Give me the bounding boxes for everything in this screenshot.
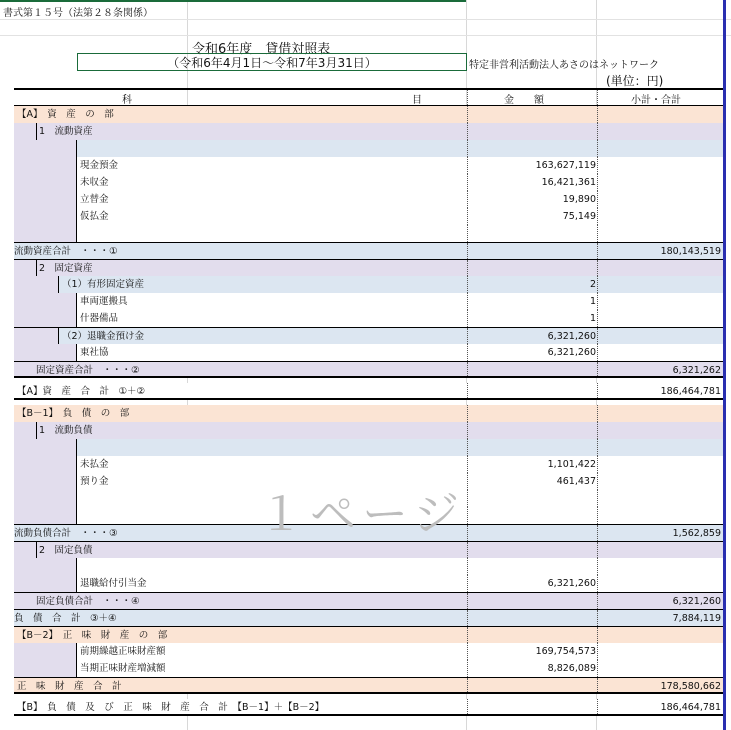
row-label[interactable]: 退職給付引当金: [80, 578, 147, 589]
table-row: [14, 626, 723, 643]
table-row: [14, 140, 723, 157]
row-label[interactable]: 流動資産合計 ・・・①: [14, 246, 118, 257]
row-label[interactable]: 当期正味財産増減額: [80, 663, 166, 674]
table-row: [14, 225, 723, 242]
row-amount[interactable]: [468, 490, 598, 507]
row-amount[interactable]: [468, 542, 598, 558]
table-row: [14, 344, 723, 361]
row-amount[interactable]: [468, 422, 598, 439]
table-row: [14, 609, 723, 626]
row-label[interactable]: 負 債 合 計 ③＋④: [14, 613, 117, 624]
table-row: [14, 439, 723, 456]
row-amount[interactable]: 75,149: [562, 211, 596, 222]
table-row: [14, 310, 723, 327]
row-label[interactable]: 正 味 財 産 合 計: [17, 681, 122, 692]
table-row: [14, 643, 723, 660]
row-label[interactable]: 2 固定負債: [39, 545, 93, 556]
unit-label: (単位：円): [606, 74, 664, 88]
row-subtotal[interactable]: [598, 140, 723, 157]
row-label[interactable]: 預り金: [80, 476, 109, 487]
table-row: [14, 242, 723, 259]
row-label[interactable]: 立替金: [80, 194, 109, 205]
table-row: [14, 383, 723, 400]
row-label[interactable]: 【A】 資 産 の 部: [17, 109, 114, 120]
row-label[interactable]: 現金預金: [80, 160, 119, 171]
row-amount[interactable]: 163,627,119: [535, 160, 596, 171]
row-subtotal[interactable]: [598, 660, 723, 677]
row-subtotal[interactable]: [598, 344, 723, 361]
row-subtotal[interactable]: [598, 575, 723, 592]
row-label[interactable]: 固定負債合計 ・・・④: [36, 596, 140, 607]
row-subtotal[interactable]: 178,580,662: [660, 681, 721, 692]
table-row: [14, 327, 723, 344]
row-label[interactable]: 1 流動負債: [39, 425, 93, 436]
table-row: [14, 361, 723, 378]
row-amount[interactable]: 19,890: [562, 194, 596, 205]
row-subtotal[interactable]: [598, 260, 723, 276]
table-row: [14, 208, 723, 225]
row-subtotal[interactable]: [598, 507, 723, 524]
row-amount[interactable]: 169,754,573: [535, 646, 596, 657]
row-label[interactable]: 固定資産合計 ・・・②: [36, 365, 140, 376]
row-amount[interactable]: 461,437: [556, 476, 596, 487]
row-label[interactable]: 【B－1】 負 債 の 部: [17, 408, 130, 419]
row-subtotal[interactable]: 6,321,260: [672, 596, 721, 607]
row-subtotal[interactable]: 1,562,859: [672, 528, 721, 539]
row-subtotal[interactable]: [598, 473, 723, 490]
row-subtotal[interactable]: [598, 328, 723, 344]
row-amount[interactable]: 6,321,260: [547, 331, 596, 342]
row-amount[interactable]: [468, 362, 598, 376]
header-subtotal: 小計・合計: [631, 95, 681, 106]
row-amount[interactable]: 16,421,361: [541, 177, 596, 188]
row-subtotal[interactable]: [598, 558, 723, 575]
table-row: [14, 259, 723, 276]
fiscal-period-cell[interactable]: （令和6年4月1日～令和7年3月31日）: [77, 53, 467, 71]
row-subtotal[interactable]: 186,464,781: [660, 386, 721, 397]
row-label[interactable]: 流動負債合計 ・・・③: [14, 528, 118, 539]
row-subtotal[interactable]: [598, 310, 723, 327]
row-subtotal[interactable]: [598, 643, 723, 660]
row-subtotal[interactable]: [598, 627, 723, 643]
row-amount[interactable]: 6,321,260: [547, 578, 596, 589]
row-amount[interactable]: [468, 610, 598, 626]
row-amount[interactable]: 1,101,422: [547, 459, 596, 470]
table-row: [14, 699, 723, 716]
row-subtotal[interactable]: [598, 490, 723, 507]
document-title: 令和6年度 貸借対照表: [192, 42, 331, 57]
row-amount[interactable]: [468, 405, 598, 422]
header-item-2: 目: [412, 95, 422, 106]
row-label[interactable]: 【A】資 産 合 計 ①＋②: [17, 386, 146, 397]
row-label[interactable]: 車両運搬具: [80, 296, 128, 307]
table-row: [14, 174, 723, 191]
row-subtotal[interactable]: [598, 439, 723, 456]
table-row: [14, 677, 723, 694]
header-item: 科: [122, 95, 132, 106]
row-subtotal[interactable]: [598, 405, 723, 422]
row-label[interactable]: 【B－2】 正 味 財 産 の 部: [17, 630, 168, 641]
row-amount[interactable]: 6,321,260: [547, 347, 596, 358]
row-subtotal[interactable]: [598, 293, 723, 310]
row-amount[interactable]: [468, 678, 598, 692]
row-amount[interactable]: 1: [589, 296, 596, 307]
row-subtotal[interactable]: [598, 542, 723, 558]
row-label[interactable]: 什器備品: [80, 313, 119, 324]
row-subtotal[interactable]: [598, 225, 723, 242]
row-subtotal[interactable]: [598, 106, 723, 123]
row-label[interactable]: 仮払金: [80, 211, 109, 222]
table-row: [14, 558, 723, 575]
table-row: [14, 575, 723, 592]
row-amount[interactable]: [468, 507, 598, 524]
row-subtotal[interactable]: [598, 157, 723, 174]
row-amount[interactable]: 8,826,089: [547, 663, 596, 674]
row-subtotal[interactable]: [598, 456, 723, 473]
table-row: [14, 660, 723, 677]
row-subtotal[interactable]: [598, 191, 723, 208]
row-label[interactable]: 東社協: [80, 347, 109, 358]
row-amount[interactable]: 2: [589, 279, 596, 290]
row-subtotal[interactable]: 180,143,519: [660, 246, 721, 257]
organization-name: 特定非営利活動法人あさのはネットワーク: [469, 60, 659, 71]
row-subtotal[interactable]: [598, 276, 723, 293]
row-amount[interactable]: [468, 383, 598, 398]
row-amount[interactable]: [468, 558, 598, 575]
row-subtotal[interactable]: [598, 174, 723, 191]
row-amount[interactable]: [468, 525, 598, 541]
row-label[interactable]: 未収金: [80, 177, 109, 188]
table-row: [14, 157, 723, 174]
row-label[interactable]: 前期繰越正味財産額: [80, 646, 166, 657]
row-amount[interactable]: 1: [589, 313, 596, 324]
row-subtotal[interactable]: [598, 123, 723, 140]
table-row: [14, 123, 723, 140]
row-subtotal[interactable]: 186,464,781: [660, 702, 721, 713]
table-header: [14, 88, 723, 106]
table-row: [14, 276, 723, 293]
row-label[interactable]: （1）有形固定資産: [62, 279, 145, 290]
row-amount[interactable]: [468, 699, 598, 714]
form-number-label: 書式第１５号（法第２８条関係）: [3, 8, 153, 19]
row-amount[interactable]: [468, 439, 598, 456]
row-amount[interactable]: [468, 243, 598, 259]
row-label[interactable]: [14, 439, 468, 456]
row-amount[interactable]: [468, 123, 598, 140]
row-amount[interactable]: [468, 260, 598, 276]
row-subtotal[interactable]: [598, 208, 723, 225]
table-row: [14, 456, 723, 473]
balance-sheet-table: [14, 88, 723, 716]
table-row: [14, 106, 723, 123]
row-amount[interactable]: [468, 140, 598, 157]
row-label[interactable]: 2 固定資産: [39, 263, 93, 274]
row-subtotal[interactable]: 6,321,262: [672, 365, 721, 376]
row-label[interactable]: [14, 558, 468, 575]
table-row: [14, 422, 723, 439]
row-label[interactable]: 未払金: [80, 459, 109, 470]
row-label[interactable]: 【B】 負 債 及 び 正 味 財 産 合 計 【B－1】＋【B－2】: [17, 702, 325, 713]
table-row: [14, 191, 723, 208]
row-label[interactable]: [14, 225, 468, 242]
table-row: [14, 293, 723, 310]
row-amount[interactable]: [468, 225, 598, 242]
row-amount[interactable]: [468, 106, 598, 123]
header-amount: 金 額: [504, 95, 544, 106]
row-amount[interactable]: [468, 627, 598, 643]
row-label[interactable]: （2）退職金預け金: [62, 331, 145, 342]
row-subtotal[interactable]: [598, 422, 723, 439]
row-subtotal[interactable]: 7,884,119: [672, 613, 721, 624]
page-watermark: １ページ: [258, 487, 466, 541]
row-label[interactable]: 1 流動資産: [39, 126, 93, 137]
row-label[interactable]: [14, 140, 468, 157]
table-row: [14, 592, 723, 609]
row-amount[interactable]: [468, 593, 598, 609]
table-row: [14, 405, 723, 422]
